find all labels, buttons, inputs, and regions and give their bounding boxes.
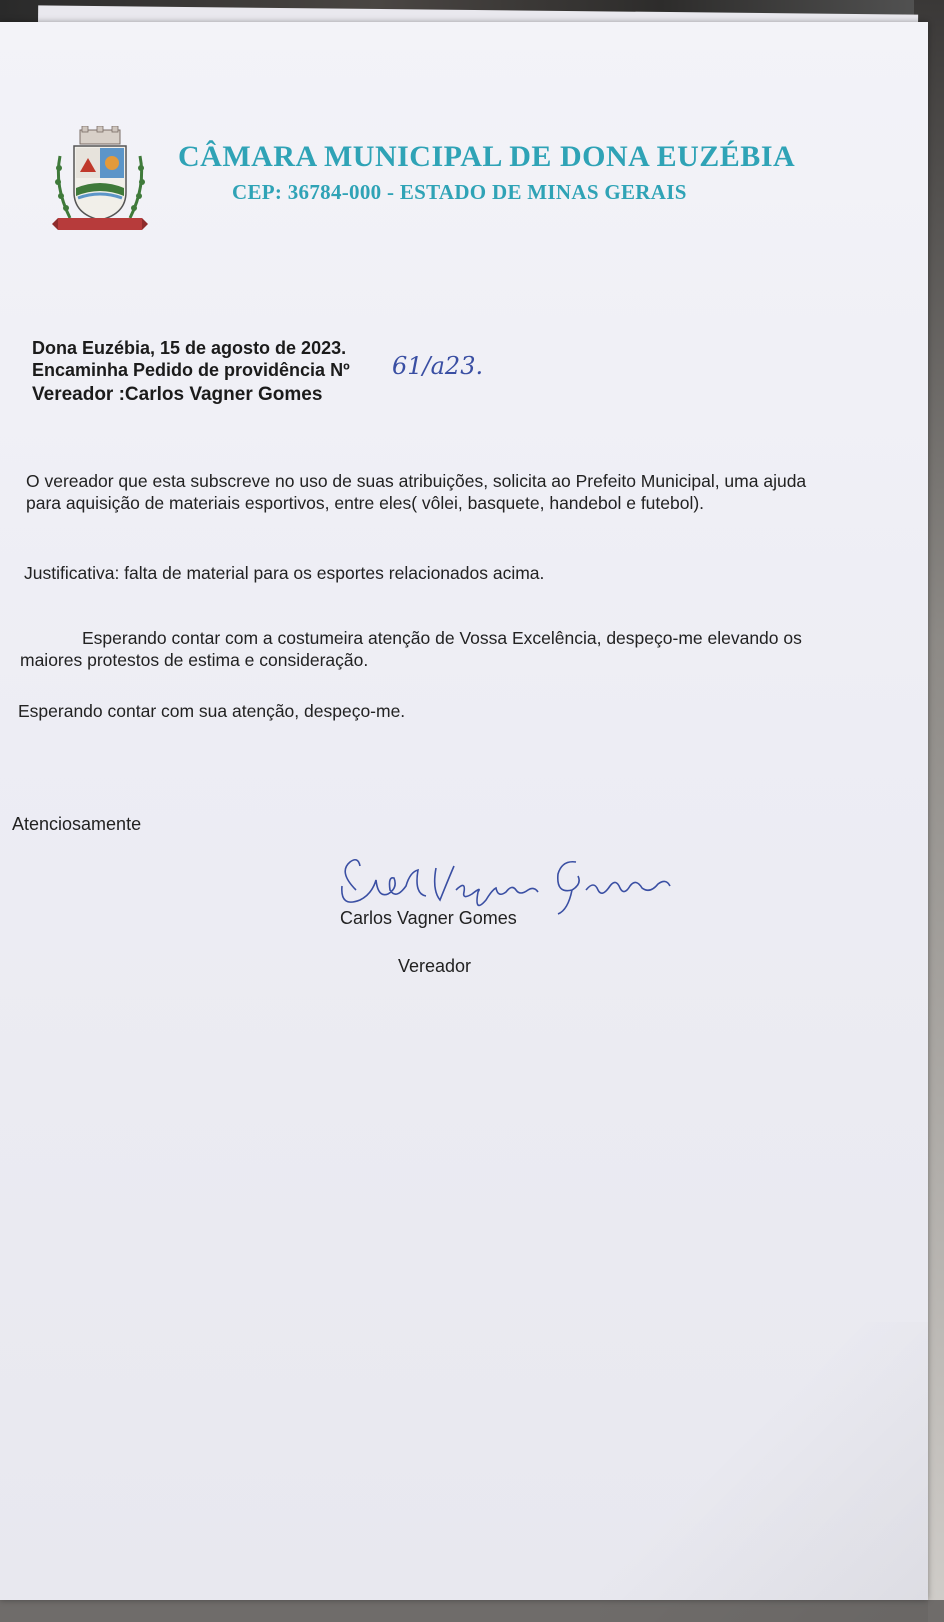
request-line: Encaminha Pedido de providência Nº [32, 360, 350, 380]
letterhead-subtitle: CEP: 36784-000 - ESTADO DE MINAS GERAIS [232, 180, 687, 204]
closing-paragraph-1: Esperando contar com a costumeira atenção de Vossa Excelência, despeço-me elevando os maiores protestos de estima e consideração. [20, 628, 802, 670]
regards-text: Atenciosamente [12, 814, 142, 834]
paper-fold-shadow [600, 1322, 928, 1622]
body-paragraph: O vereador que esta subscreve no uso de suas atribuições, solicita ao Prefeito Municipal, uma ajuda para aquisição de materiais esportivos, entre eles( vôlei, basquete, handebol e futebol). [26, 471, 807, 513]
letterhead-title: CÂMARA MUNICIPAL DE DONA EUZÉBIA [178, 140, 796, 173]
justification-paragraph: Justificativa: falta de material para os esportes relacionados acima. [24, 563, 545, 583]
closing-paragraph-2: Esperando contar com sua atenção, despeço-me. [18, 701, 406, 721]
coat-of-arms-icon [50, 126, 150, 236]
signer-role: Vereador [398, 956, 472, 976]
signer-name: Carlos Vagner Gomes [340, 908, 517, 928]
request-number-handwritten: 61/a23. [392, 352, 484, 380]
letter-page [0, 22, 928, 1600]
date-line: Dona Euzébia, 15 de agosto de 2023. [32, 338, 347, 358]
councilor-line: Vereador :Carlos Vagner Gomes [32, 384, 323, 405]
